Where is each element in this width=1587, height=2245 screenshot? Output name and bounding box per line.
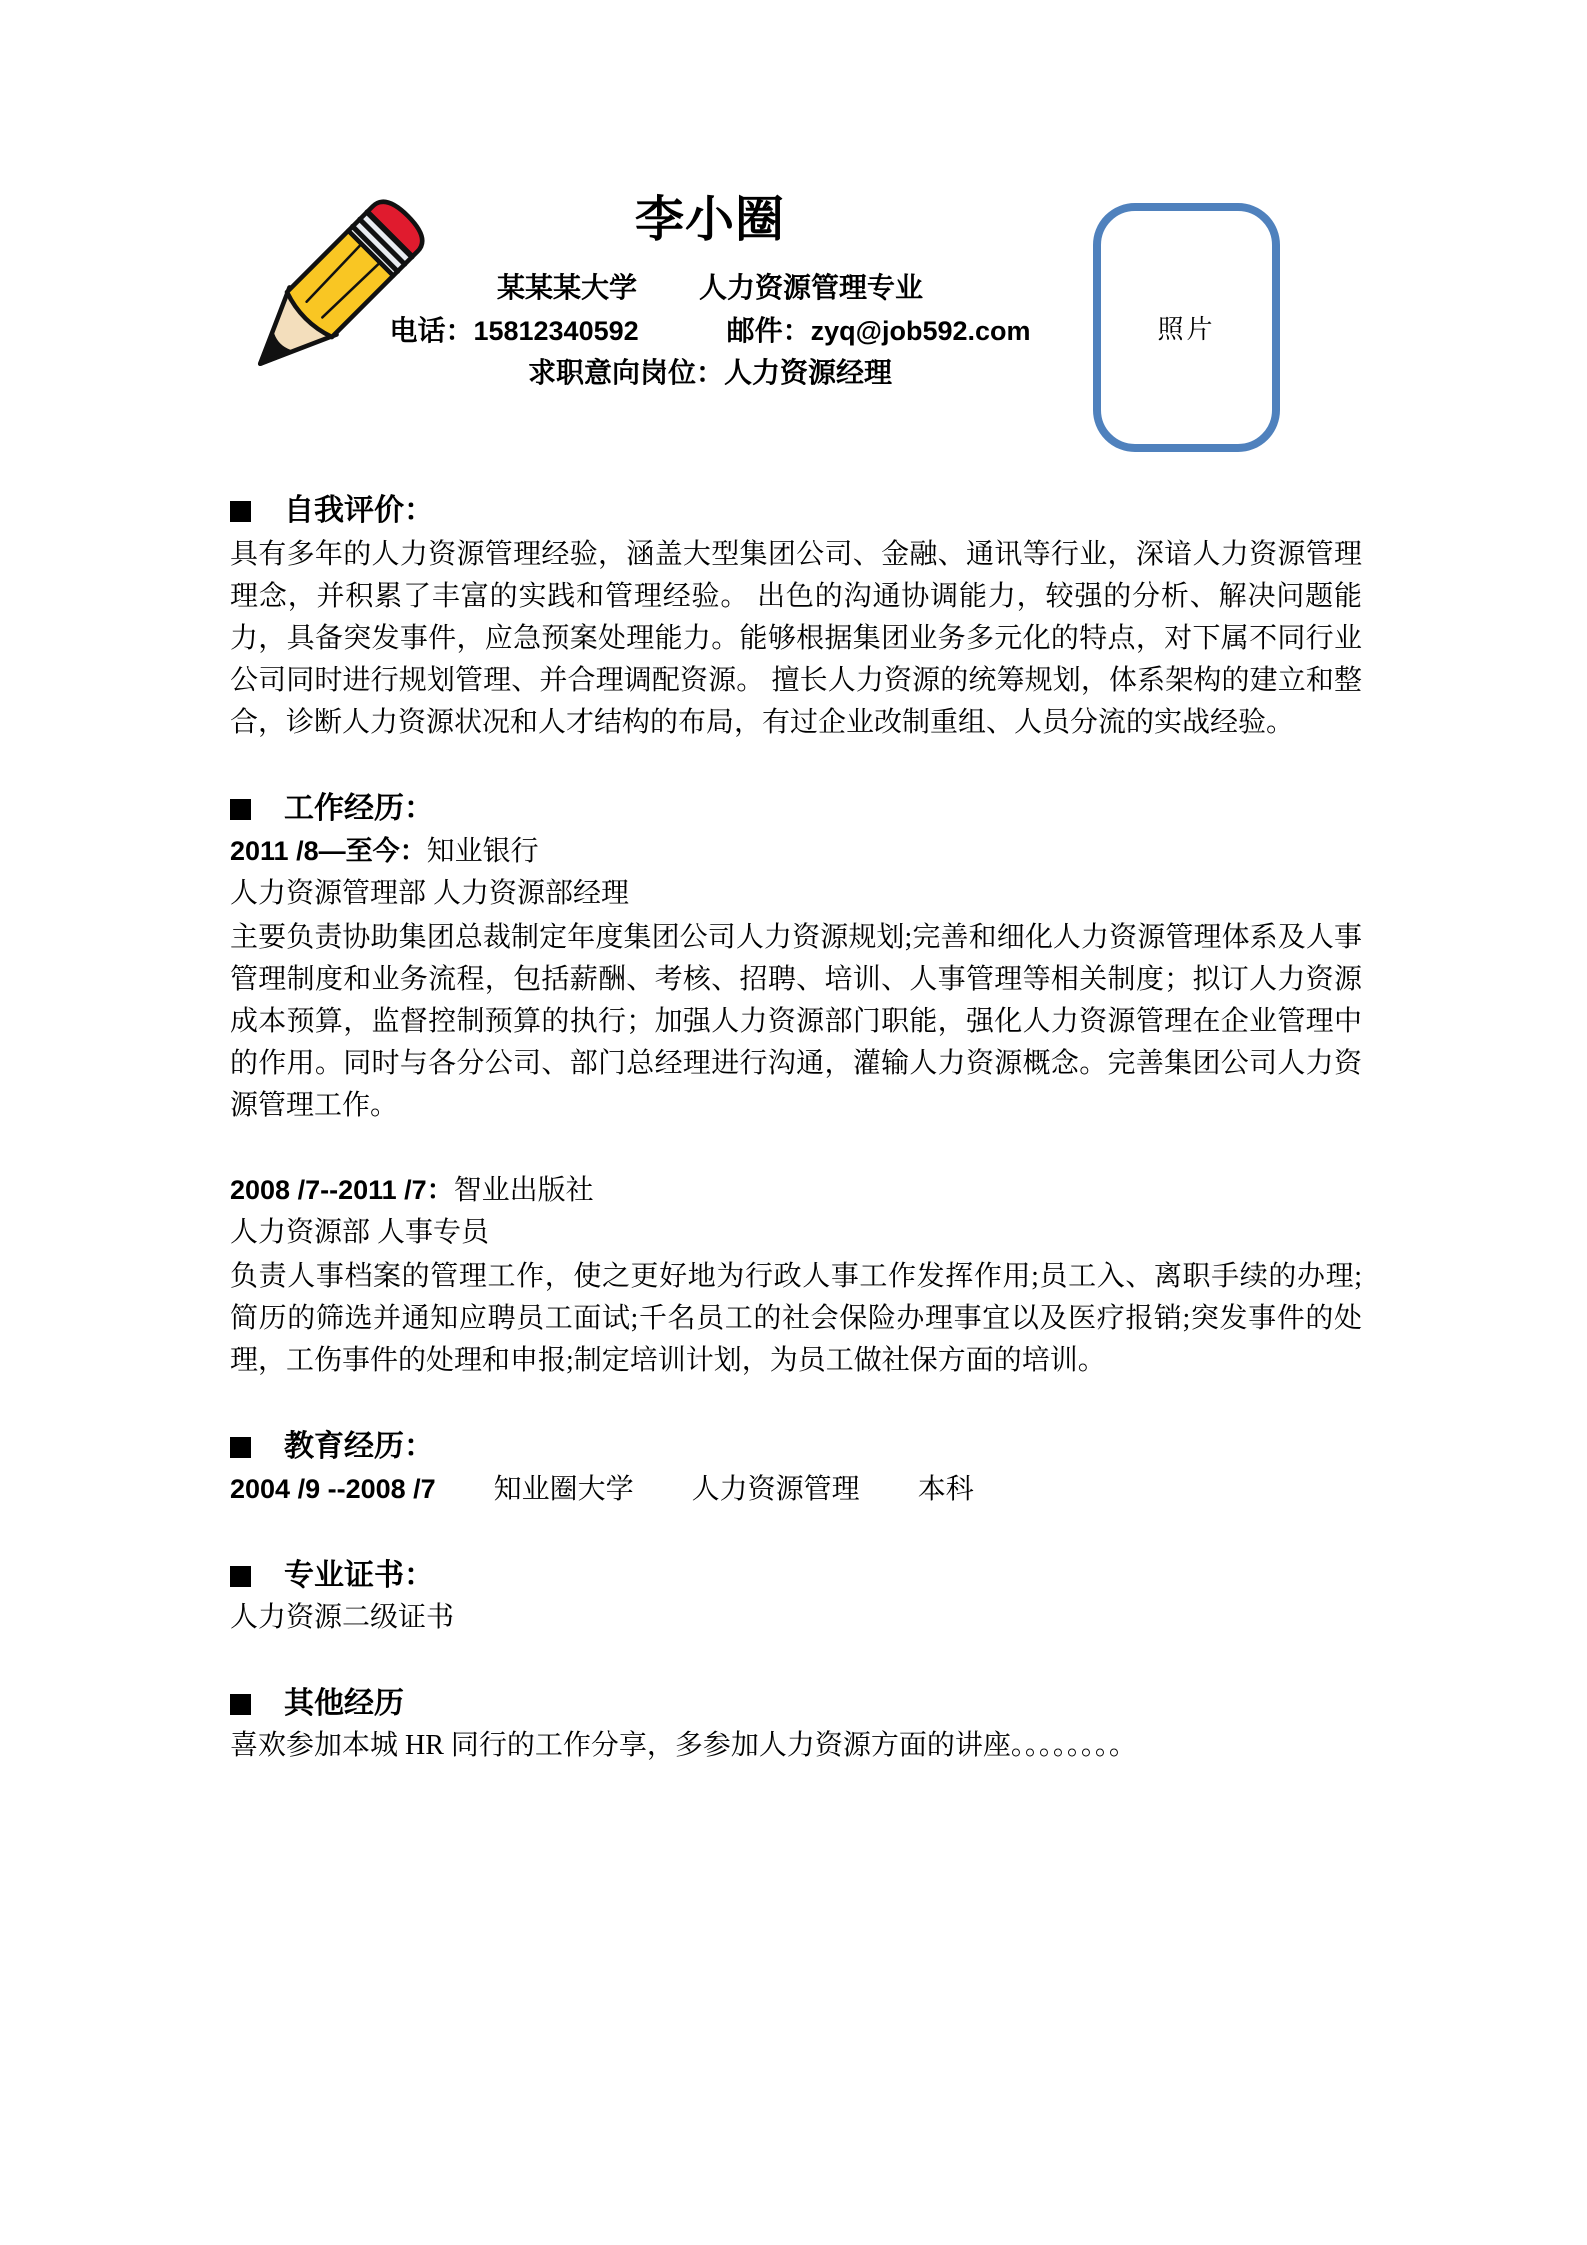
job-period: 2008 /7--2011 /7：	[230, 1175, 454, 1205]
education-entry	[230, 1468, 1362, 1511]
education-major: 人力资源管理	[691, 1474, 860, 1505]
section-education	[230, 1426, 1362, 1511]
major-name: 人力资源管理专业	[699, 273, 924, 304]
job-department-line: 人力资源部 人事专员	[230, 1217, 490, 1248]
section-title-text: 工作经历：	[284, 792, 434, 825]
candidate-name: 李小圈	[634, 192, 785, 247]
email-label: 邮件：	[726, 316, 811, 347]
education-degree: 本科	[917, 1474, 974, 1505]
contact-line	[380, 310, 1040, 353]
job-description: 负责人事档案的管理工作，使之更好地为行政人事工作发挥作用;员工入、离职手续的办理;简历的筛选并通知应聘员工面试;千名员工的社会保险办理事宜以及医疗报销;突发事件的处理，工伤事件的处理和申报;制定培训计划，为员工做社保方面的培训。	[230, 1261, 1362, 1376]
phone-number: 15812340592	[473, 316, 639, 346]
job-period-line	[230, 830, 1362, 873]
section-title-text: 其他经历	[284, 1687, 404, 1720]
section-title-text: 教育经历：	[284, 1430, 434, 1463]
section-title-work-experience	[230, 788, 1362, 830]
section-self-evaluation	[230, 490, 1362, 744]
section-title-other-experience	[230, 1683, 1362, 1725]
section-title-education	[230, 1426, 1362, 1468]
intent-label: 求职意向岗位：	[527, 358, 724, 389]
education-school: 知业圈大学	[493, 1474, 634, 1505]
section-title-certificates	[230, 1555, 1362, 1597]
square-bullet-icon	[230, 1437, 251, 1458]
intent-value: 人力资源经理	[724, 358, 893, 389]
email-address: zyq@job592.com	[810, 316, 1031, 346]
job-department-line: 人力资源管理部 人力资源部经理	[230, 878, 630, 909]
section-other-experience	[230, 1683, 1362, 1767]
section-certificates	[230, 1555, 1362, 1639]
square-bullet-icon	[230, 1566, 251, 1587]
photo-placeholder	[1093, 203, 1280, 452]
square-bullet-icon	[230, 501, 251, 522]
job-entry	[230, 830, 1362, 1127]
resume-body	[0, 490, 1587, 1767]
university-name: 某某某大学	[496, 273, 637, 304]
photo-placeholder-label: 照片	[1157, 315, 1216, 344]
certificate-item: 人力资源二级证书	[230, 1602, 455, 1633]
other-experience-text: 喜欢参加本城 HR 同行的工作分享，多参加人力资源方面的讲座。。。。。。。。	[230, 1730, 1137, 1761]
job-period-line	[230, 1169, 1362, 1212]
header-text-block	[380, 192, 1040, 395]
section-title-text: 自我评价：	[284, 494, 434, 527]
job-company: 知业银行	[426, 836, 539, 867]
phone-label: 电话：	[389, 316, 474, 347]
self-evaluation-text: 具有多年的人力资源管理经验，涵盖大型集团公司、金融、通讯等行业，深谙人力资源管理理念，并积累了丰富的实践和管理经验。 出色的沟通协调能力，较强的分析、解决问题能力，具备突发事件，应急预案处理能力。能够根据集团业务多元化的特点，对下属不同行业公司同时进行规划管理、并合理调配资源。 擅长人力资源的统筹规划，体系架构的建立和整合，诊断人力资源状况和人才结构的布局，有过企业改制重组、人员分流的实战经验。	[230, 539, 1362, 738]
job-description: 主要负责协助集团总裁制定年度集团公司人力资源规划;完善和细化人力资源管理体系及人事管理制度和业务流程，包括薪酬、考核、招聘、培训、人事管理等相关制度；拟订人力资源成本预算，监督控制预算的执行；加强人力资源部门职能，强化人力资源管理在企业管理中的作用。同时与各分公司、部门总经理进行沟通，灌输人力资源概念。完善集团公司人力资源管理工作。	[230, 922, 1362, 1121]
education-summary-line	[380, 268, 1040, 310]
section-title-text: 专业证书：	[284, 1559, 434, 1592]
job-company: 智业出版社	[453, 1175, 594, 1206]
square-bullet-icon	[230, 799, 251, 820]
job-entry	[230, 1169, 1362, 1382]
job-intent-line	[380, 353, 1040, 395]
square-bullet-icon	[230, 1694, 251, 1715]
section-title-self-evaluation	[230, 490, 1362, 532]
section-work-experience	[230, 788, 1362, 1382]
education-period: 2004 /9 --2008 /7	[230, 1474, 436, 1504]
resume-header	[0, 0, 1587, 490]
job-period: 2011 /8—至今：	[230, 836, 427, 866]
